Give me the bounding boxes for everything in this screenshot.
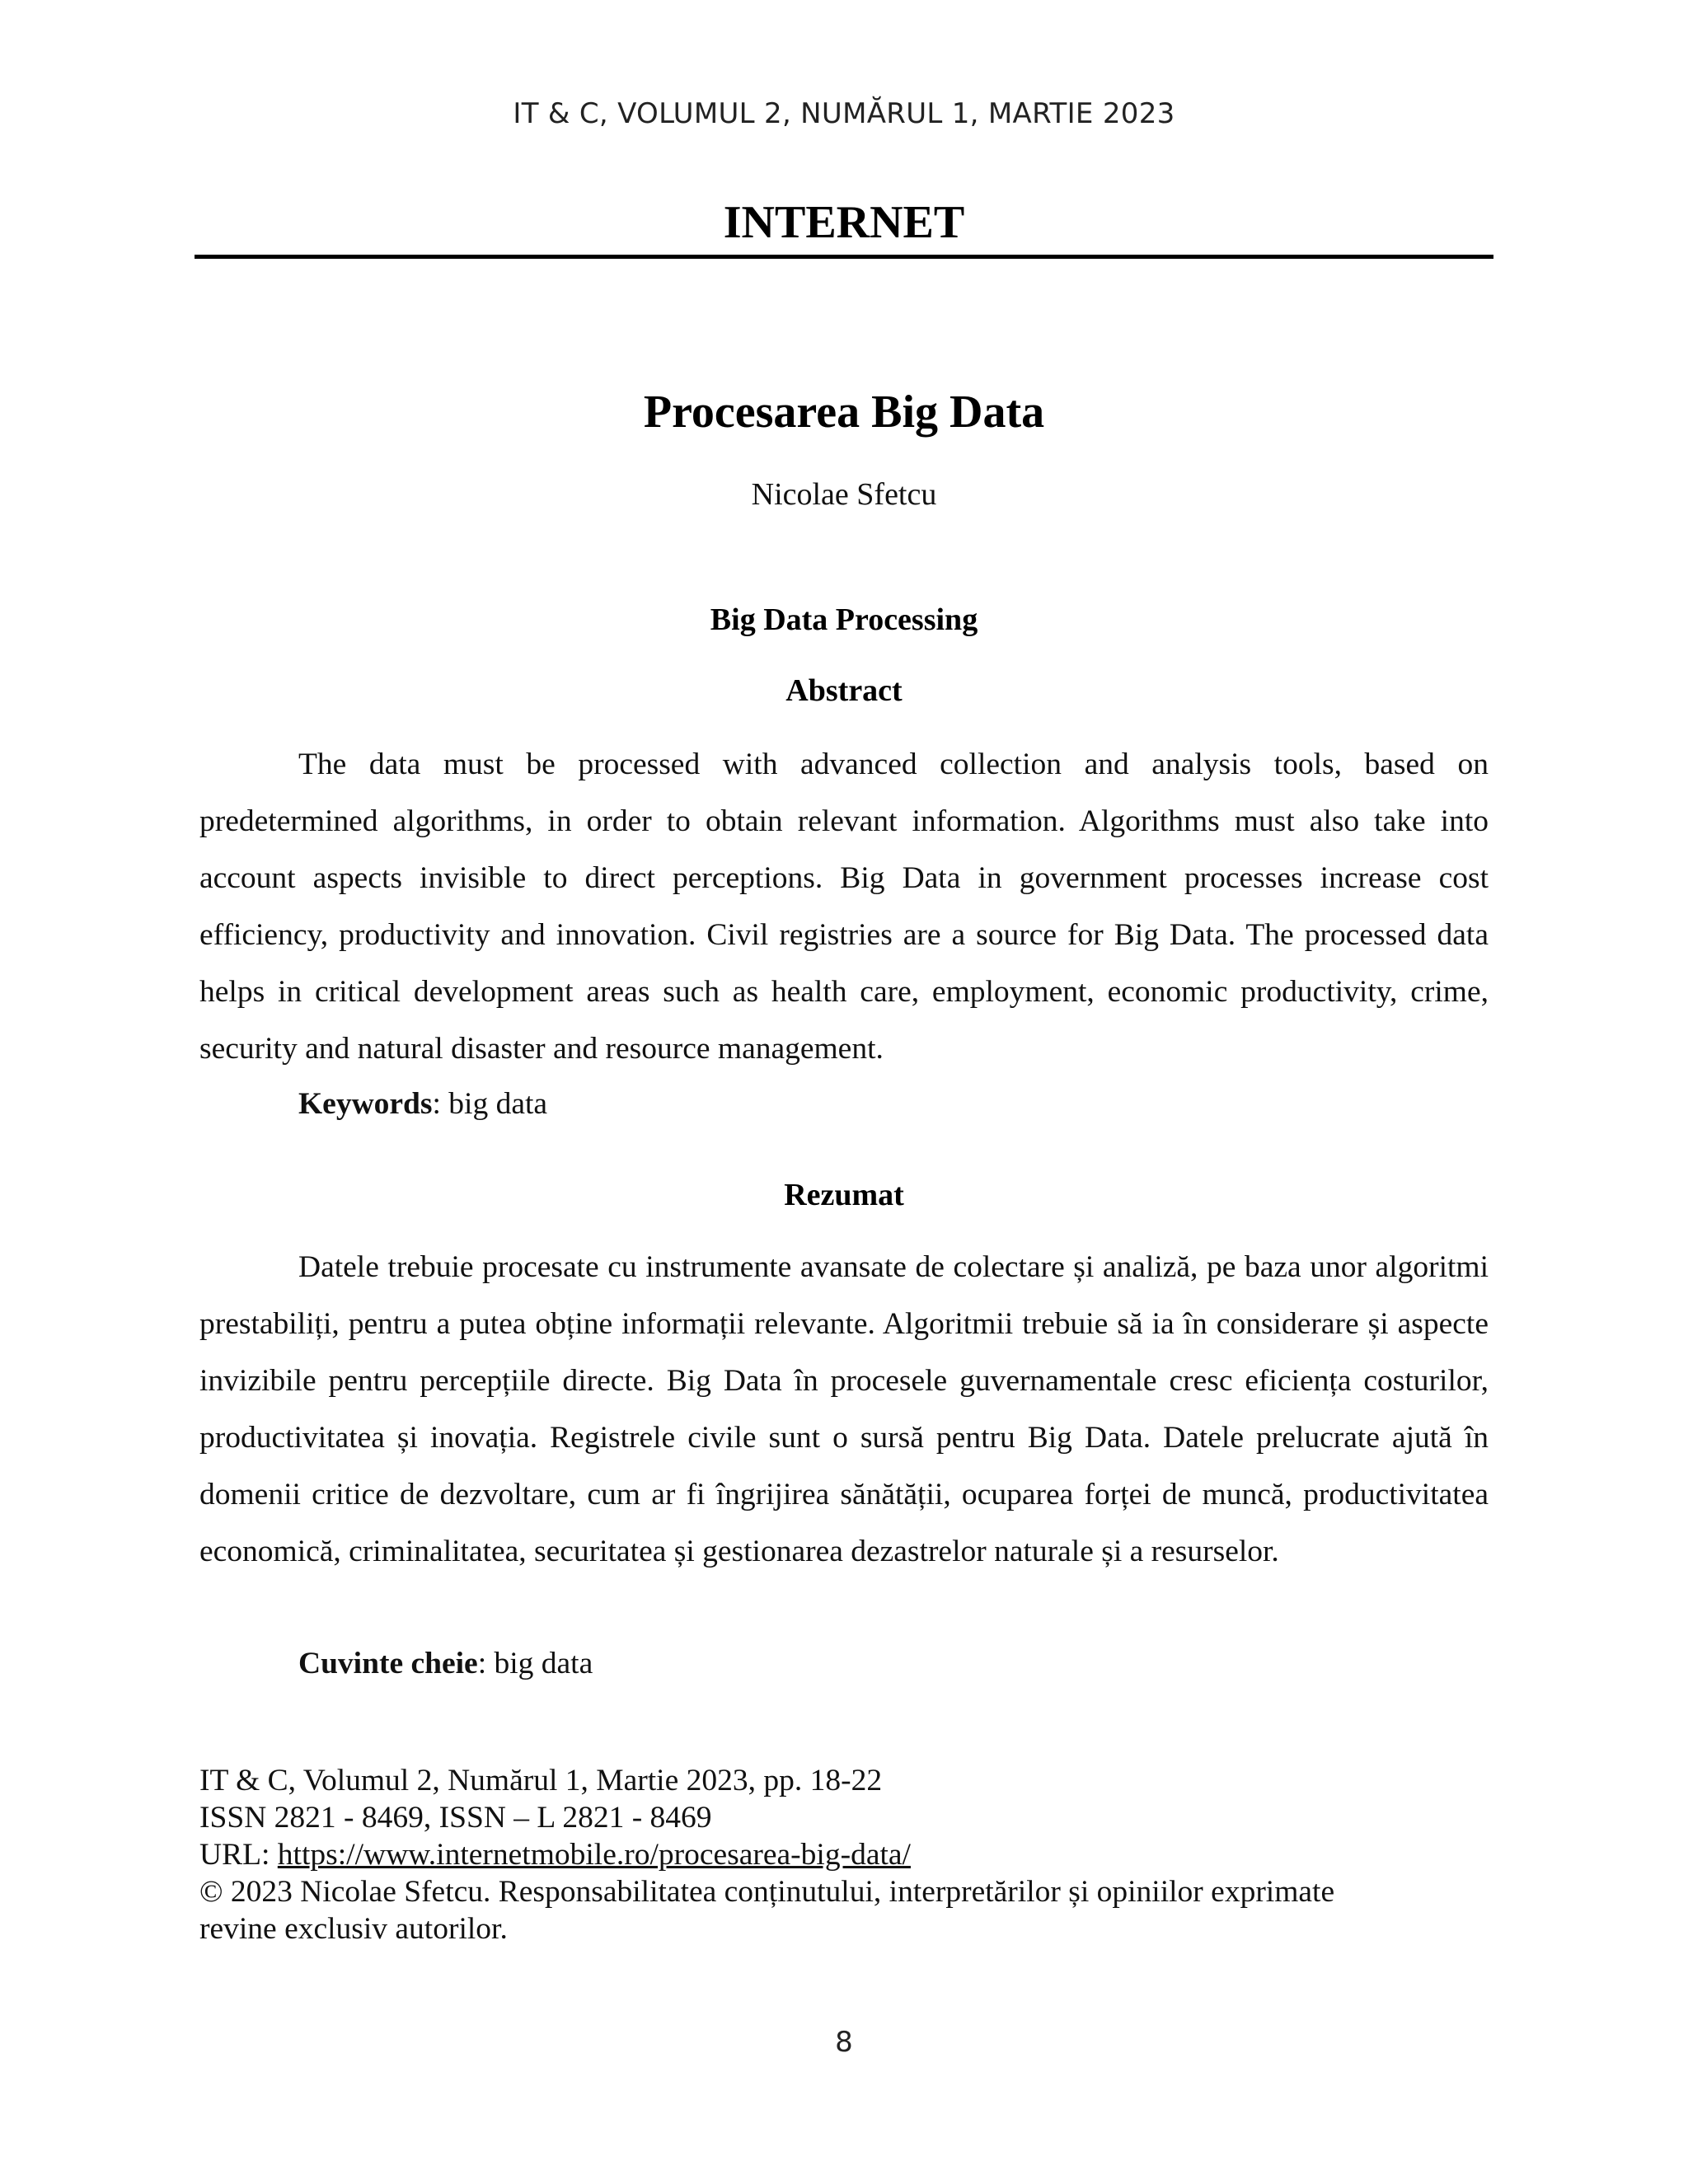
url-line: [199, 1836, 1518, 1873]
cuvinte-cheie-label: Cuvinte cheie: [298, 1647, 478, 1680]
keywords-label: Keywords: [298, 1087, 433, 1121]
section-divider: [195, 255, 1493, 259]
copyright-line-2: revine exclusiv autorilor.: [199, 1912, 508, 1946]
keywords-value: : big data: [432, 1087, 548, 1121]
abstract-text: The data must be processed with advanced collection and analysis tools, based on predetermined algorithms, in order to obtain relevant information. Algorithms must also take into account aspects invisible to direct perceptions. Big Data in government processes increase cost efficiency, productivity and innovation. Civil registries are a source for Big Data. The processed data helps in critical development areas such as health care, employment, economic productivity, crime, security and natural disaster and resource management.: [199, 748, 1489, 1066]
article-url-link[interactable]: https://www.internetmobile.ro/procesarea-big-data/: [277, 1838, 911, 1872]
issn-line: ISSN 2821 - 8469, ISSN – L 2821 - 8469: [199, 1801, 712, 1835]
section-title: INTERNET: [723, 197, 965, 248]
english-title: Big Data Processing: [710, 602, 978, 637]
rezumat-text: Datele trebuie procesate cu instrumente avansate de colectare și analiză, pe baza unor algoritmi prestabiliți, pentru a putea obține informații relevante. Algoritmii trebuie să ia în considerare și aspecte invizibile pentru percepțiile directe. Big Data în procesele guvernamentale cresc eficiența costurilor, productivitatea și inovația. Registrele civile sunt o sursă pentru Big Data. Datele prelucrate ajută în domenii critice de dezvoltare, cum ar fi îngrijirea sănătății, ocuparea forței de muncă, productivitatea economică, criminalitatea, securitatea și gestionarea dezastrelor naturale și a resurselor.: [199, 1250, 1489, 1568]
cuvinte-cheie-value: : big data: [477, 1647, 593, 1680]
url-label: URL:: [199, 1838, 278, 1872]
keywords-line: [298, 1086, 547, 1122]
copyright-line-1: © 2023 Nicolae Sfetcu. Responsabilitatea conținutului, interpretărilor și opiniilor exprimate: [199, 1875, 1335, 1909]
publication-info: [199, 1762, 1518, 1947]
page-number: 8: [835, 2026, 853, 2059]
cuvinte-cheie-line: [298, 1646, 593, 1681]
author-name: Nicolae Sfetcu: [751, 477, 937, 512]
article-title: Procesarea Big Data: [643, 387, 1045, 438]
running-header: IT & C, VOLUMUL 2, NUMĂRUL 1, MARTIE 2023: [513, 97, 1175, 130]
abstract-heading: Abstract: [785, 673, 903, 708]
rezumat-heading: Rezumat: [784, 1178, 904, 1212]
citation-line: IT & C, Volumul 2, Numărul 1, Martie 2023, pp. 18-22: [199, 1764, 883, 1797]
